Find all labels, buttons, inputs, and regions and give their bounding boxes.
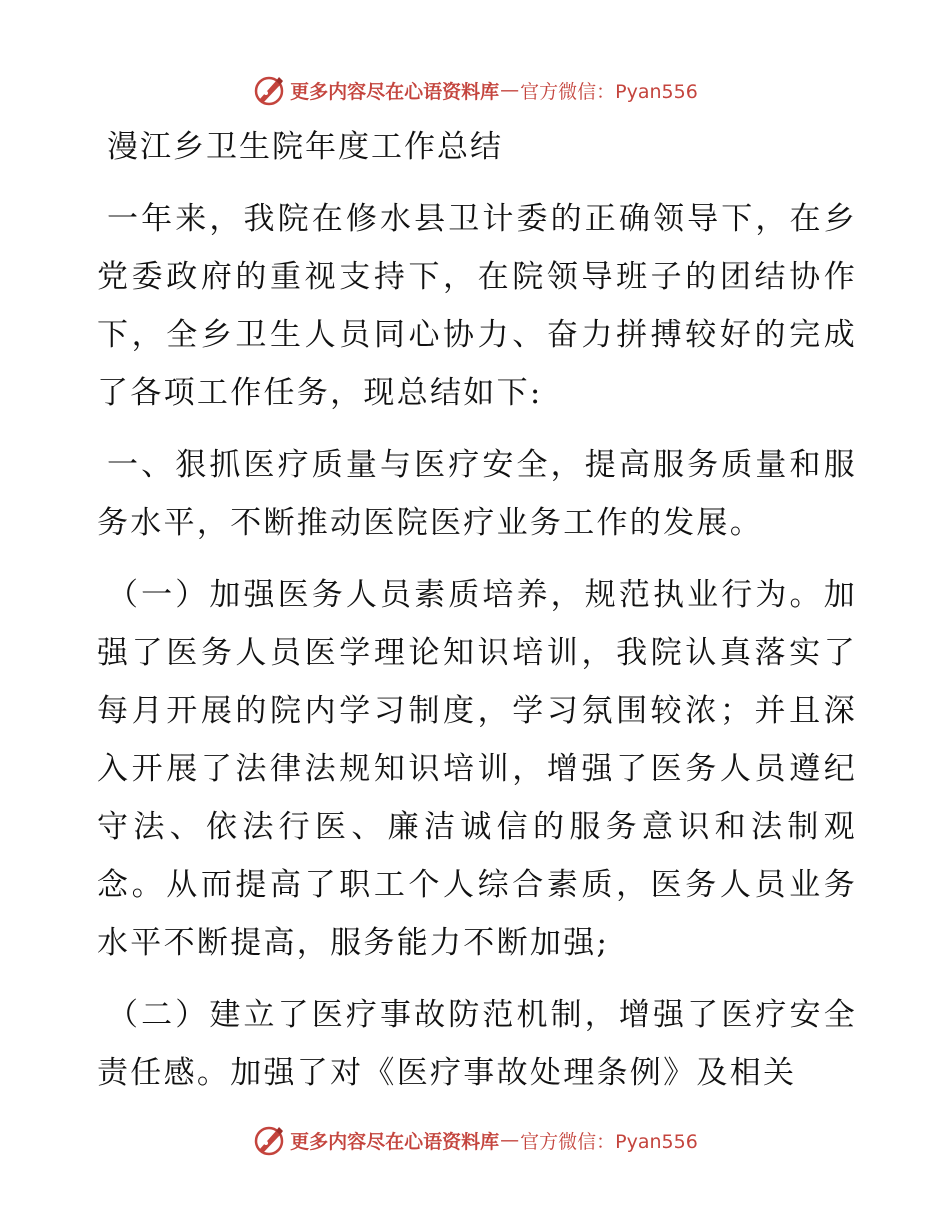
watermark-wechat-text: 官方微信：Pyan556 (520, 80, 698, 103)
paragraph-intro: 一年来，我院在修水县卫计委的正确领导下，在乡党委政府的重视支持下，在院领导班子的团结协作下，全乡卫生人员同心协力、奋力拼搏较好的完成了各项工作任务，现总结如下: (97, 201, 857, 411)
paragraph-subsection-two: （二）建立了医疗事故防范机制，增强了医疗安全责任感。加强了对《医疗事故处理条例》及相关 (97, 997, 857, 1091)
watermark-main-text: 更多内容尽在心语资料库 (290, 1130, 500, 1153)
paragraph-section-one: 一、狠抓医疗质量与医疗安全，提高服务质量和服务水平，不断推动医院医疗业务工作的发展。 (97, 447, 857, 541)
header-watermark (0, 70, 950, 110)
document-body (97, 118, 857, 1116)
watermark-separator: — (500, 79, 520, 101)
document-title: 漫江乡卫生院年度工作总结 (107, 129, 503, 165)
pen-logo-icon (252, 73, 286, 107)
pen-logo-icon (252, 1123, 286, 1157)
paragraph-subsection-one: （一）加强医务人员素质培养，规范执业行为。加强了医务人员医学理论知识培训，我院认真落实了每月开展的院内学习制度，学习氛围较浓；并且深入开展了法律法规知识培训，增强了医务人员遵纪守法、依法行医、廉洁诚信的服务意识和法制观念。从而提高了职工个人综合素质，医务人员业务水平不断提高，服务能力不断加强; (97, 577, 857, 961)
watermark-separator: — (500, 1129, 520, 1151)
watermark-wechat-text: 官方微信：Pyan556 (520, 1130, 698, 1153)
footer-watermark (0, 1120, 950, 1160)
watermark-main-text: 更多内容尽在心语资料库 (290, 80, 500, 103)
